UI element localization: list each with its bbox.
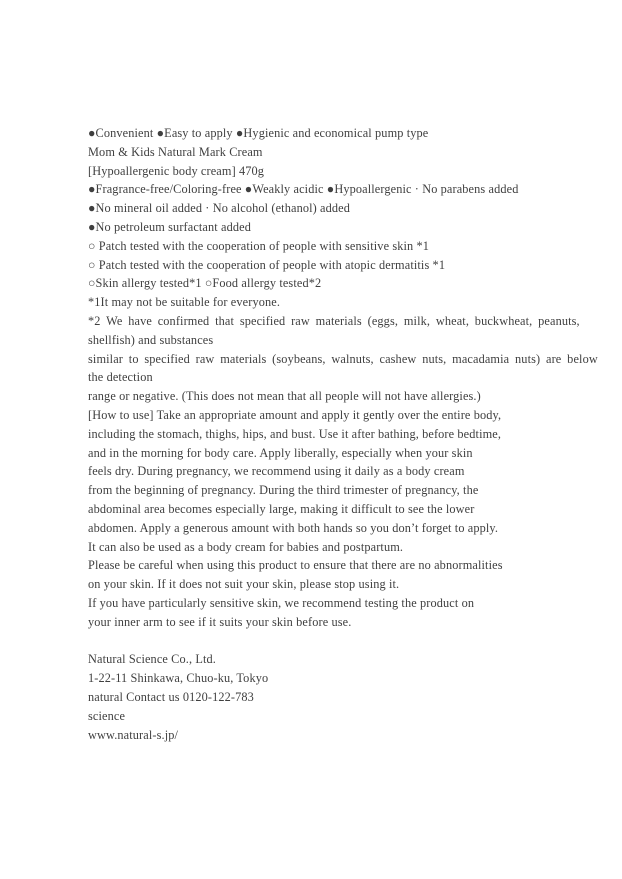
product-name-line: Mom & Kids Natural Mark Cream <box>88 144 263 159</box>
patch-test-sensitive-line: ○ Patch tested with the cooperation of people with sensitive skin *1 <box>88 238 430 253</box>
how-to-use-line-5: from the beginning of pregnancy. During the third trimester of pregnancy, the <box>88 483 479 498</box>
caution-line-2: on your skin. If it does not suit your skin, please stop using it. <box>88 577 400 592</box>
allergy-tested-line: ○Skin allergy tested*1 ○Food allergy tested*2 <box>88 276 322 291</box>
company-name-line: Natural Science Co., Ltd. <box>88 652 216 667</box>
features-additives-line-2: ●No mineral oil added · No alcohol (ethanol) added <box>88 201 351 216</box>
how-to-use-line-4: feels dry. During pregnancy, we recommend using it daily as a body cream <box>88 464 465 479</box>
how-to-use-line-8: It can also be used as a body cream for babies and postpartum. <box>88 539 404 554</box>
footnote-2-line-4: the detection <box>88 370 153 385</box>
caution-line-3: If you have particularly sensitive skin, we recommend testing the product on <box>88 595 475 610</box>
how-to-use-line-3: and in the morning for body care. Apply liberally, especially when your skin <box>88 445 473 460</box>
company-url-line: www.natural-s.jp/ <box>88 727 179 742</box>
how-to-use-line-7: abdomen. Apply a generous amount with both hands so you don’t forget to apply. <box>88 520 499 535</box>
footnote-2-line-1: *2 We have confirmed that specified raw materials (eggs, milk, wheat, buckwheat, peanuts, <box>88 313 580 328</box>
footnote-1-line: *1It may not be suitable for everyone. <box>88 295 281 310</box>
company-science-line: science <box>88 708 126 723</box>
patch-test-atopic-line: ○ Patch tested with the cooperation of people with atopic dermatitis *1 <box>88 257 446 272</box>
company-contact-line: natural Contact us 0120-122-783 <box>88 689 254 704</box>
caution-line-1: Please be careful when using this product to ensure that there are no abnormalities <box>88 558 503 573</box>
features-pump-line: ●Convenient ●Easy to apply ●Hygienic and economical pump type <box>88 126 429 140</box>
product-spec-line: [Hypoallergenic body cream] 470g <box>88 163 265 178</box>
company-address-line: 1-22-11 Shinkawa, Chuo-ku, Tokyo <box>88 671 269 686</box>
features-additives-line-3: ●No petroleum surfactant added <box>88 219 251 234</box>
footnote-2-line-5: range or negative. (This does not mean that all people will not have allergies.) <box>88 389 481 404</box>
footnote-2-line-3: similar to specified raw materials (soybeans, walnuts, cashew nuts, macadamia nuts) are below <box>88 351 598 366</box>
how-to-use-line-6: abdominal area becomes especially large, making it difficult to see the lower <box>88 501 475 516</box>
how-to-use-line-2: including the stomach, thighs, hips, and bust. Use it after bathing, before bedtime, <box>88 426 502 441</box>
caution-line-4: your inner arm to see if it suits your skin before use. <box>88 614 352 629</box>
footnote-2-line-2: shellfish) and substances <box>88 332 214 347</box>
document-text-block <box>88 124 598 744</box>
how-to-use-line-1: [How to use] Take an appropriate amount and apply it gently over the entire body, <box>88 407 502 422</box>
features-additives-line-1: ●Fragrance-free/Coloring-free ●Weakly acidic ●Hypoallergenic · No parabens added <box>88 182 519 197</box>
